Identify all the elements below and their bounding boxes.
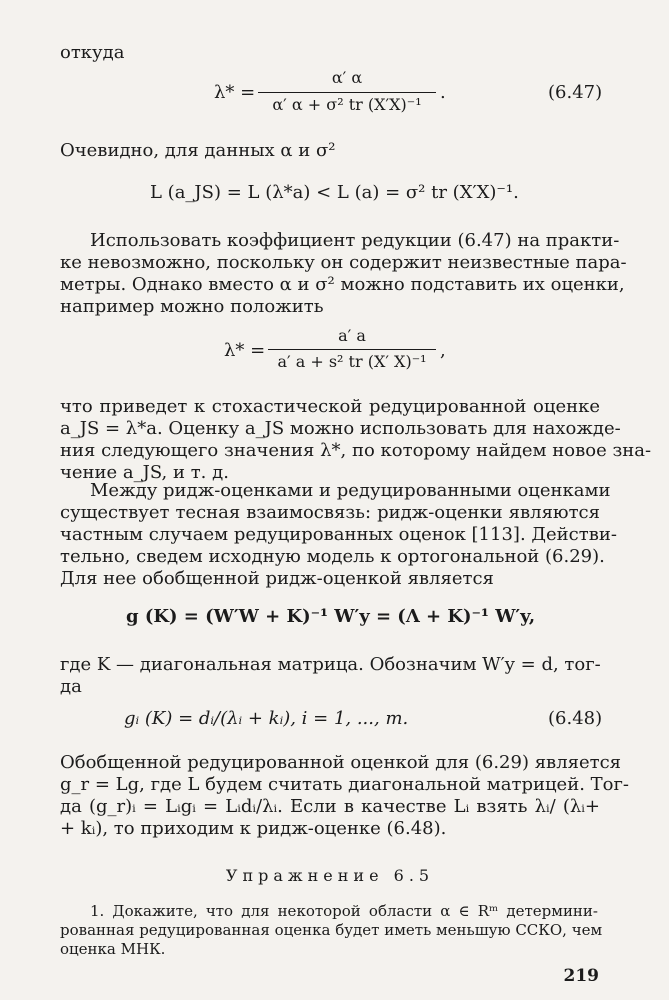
para4-line: где K — диагональная матрица. Обозначим W′y = d, тог- [60, 654, 601, 675]
eq-6-47-trail: . [440, 82, 446, 103]
equation-ridge: g (K) = (W′W + K)⁻¹ W′y = (Λ + K)⁻¹ W′y, [126, 606, 536, 627]
eq-6-48-number: (6.48) [548, 708, 603, 729]
para5-line: Обобщенной редуцированной оценкой для (6.29) является [60, 752, 622, 773]
eq-6-47-number: (6.47) [548, 82, 603, 103]
exercise-line: оценка МНК. [60, 940, 166, 958]
eq-lambda-trail: , [440, 340, 446, 361]
page-number: 219 [563, 966, 599, 986]
equation-loss: L (a_JS) = L (λ*a) < L (a) = σ² tr (X′X)⁻¹. [150, 182, 519, 203]
intro-word: откуда [60, 42, 125, 63]
eq-lambda-lhs: λ* = [224, 340, 266, 361]
eq-6-47-numerator: α′ α [331, 68, 363, 87]
eq-6-48-body: gᵢ (K) = dᵢ/(λᵢ + kᵢ), i = 1, ..., m. [124, 708, 409, 729]
para3-line: тельно, сведем исходную модель к ортогональной (6.29). [60, 546, 605, 567]
para4-line: да [60, 676, 82, 697]
para1-line: метры. Однако вместо α и σ² можно подставить их оценки, [60, 274, 625, 295]
para2-line: a_JS = λ*a. Оценку a_JS можно использовать для нахожде- [60, 418, 621, 439]
exercise-line: рованная редуцированная оценка будет иметь меньшую ССКО, чем [60, 921, 603, 939]
para2-line: чение a_JS, и т. д. [60, 462, 229, 483]
para-obviously: Очевидно, для данных α и σ² [60, 140, 336, 161]
para5-line: да (g_r)ᵢ = Lᵢgᵢ = Lᵢdᵢ/λᵢ. Если в качестве Lᵢ взять λᵢ/ (λᵢ+ [60, 796, 600, 817]
para1-line: Использовать коэффициент редукции (6.47) на практи- [90, 230, 620, 251]
eq-6-47-denominator: α′ α + σ² tr (X′X)⁻¹ [272, 95, 422, 114]
para3-line: Между ридж-оценками и редуцированными оценками [90, 480, 611, 501]
para2-line: ния следующего значения λ*, по которому найдем новое зна- [60, 440, 652, 461]
eq-6-47-fraction-bar [258, 92, 436, 93]
para3-line: существует тесная взаимосвязь: ридж-оценки являются [60, 502, 600, 523]
eq-6-47-lhs: λ* = [214, 82, 256, 103]
para5-line: g_r = Lg, где L будем считать диагональной матрицей. Тог- [60, 774, 629, 795]
para3-line: частным случаем редуцированных оценок [113]. Действи- [60, 524, 617, 545]
eq-lambda-denominator: a′ a + s² tr (X′ X)⁻¹ [277, 352, 427, 371]
para3-line: Для нее обобщенной ридж-оценкой является [60, 568, 494, 589]
eq-lambda-numerator: a′ a [338, 326, 366, 345]
para1-line: например можно положить [60, 296, 324, 317]
exercise-heading: Упражнение 6.5 [225, 866, 435, 885]
para5-line: + kᵢ), то приходим к ридж-оценке (6.48). [60, 818, 447, 839]
para1-line: ке невозможно, поскольку он содержит неизвестные пара- [60, 252, 627, 273]
exercise-line: 1. Докажите, что для некоторой области α ∈ Rᵐ детермини- [90, 902, 598, 920]
eq-lambda-fraction-bar [268, 349, 436, 350]
para2-line: что приведет к стохастической редуцированной оценке [60, 396, 600, 417]
